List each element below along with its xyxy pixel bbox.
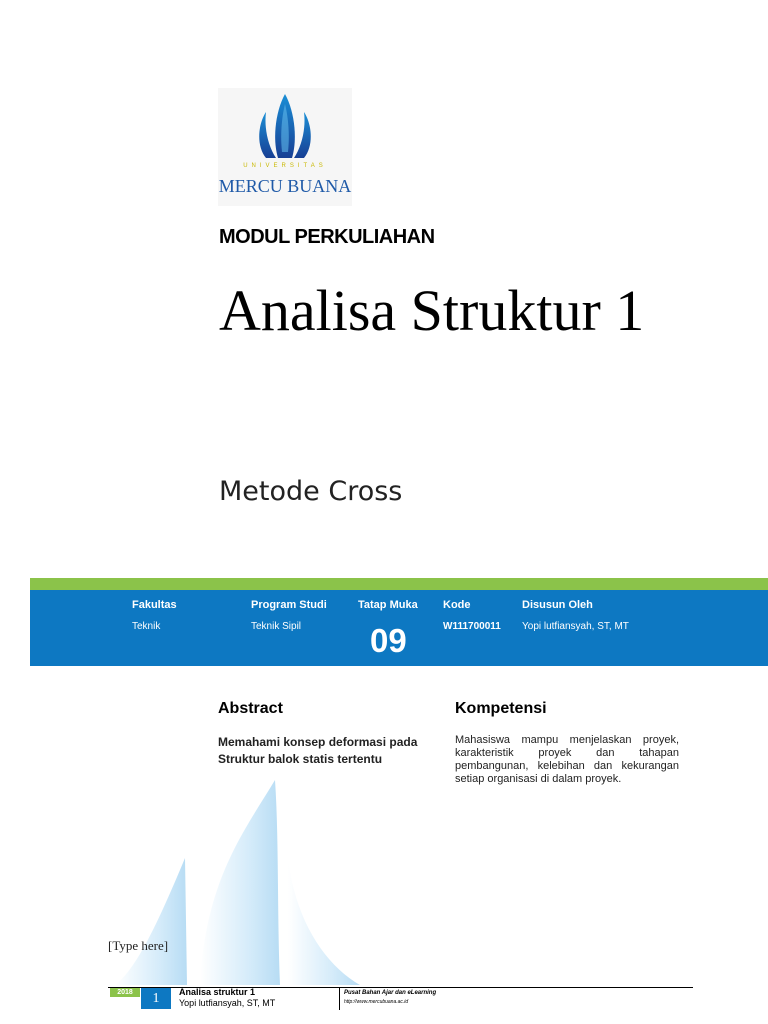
footer-url-link[interactable]: http://www.mercubuana.ac.id <box>344 999 409 1005</box>
kode-label: Kode <box>443 599 471 611</box>
document-title: Analisa Struktur 1 <box>219 278 645 343</box>
fakultas-value: Teknik <box>132 621 161 632</box>
kode-value: W111700011 <box>443 621 501 632</box>
tatap-muka-value: 09 <box>370 622 407 659</box>
tatap-muka-label: Tatap Muka <box>358 599 418 611</box>
document-subtitle: Metode Cross <box>219 476 403 507</box>
info-band-accent <box>30 578 768 590</box>
kompetensi-heading: Kompetensi <box>455 700 547 717</box>
abstract-heading: Abstract <box>218 700 283 717</box>
footer-year: 2018 <box>110 988 140 997</box>
modul-label: MODUL PERKULIAHAN <box>219 226 435 248</box>
footer-author: Yopi lutfiansyah, ST, MT <box>179 998 276 1008</box>
university-logo <box>218 88 352 206</box>
logo-name-text: MERCU BUANA <box>218 176 352 196</box>
kompetensi-body: Mahasiswa mampu menjelaskan proyek, karakteristik proyek dan tahapan pembangunan, kelebihan dan kekurangan setiap organisasi di dalam proyek. <box>455 734 679 785</box>
program-studi-value: Teknik Sipil <box>251 621 302 632</box>
fakultas-label: Fakultas <box>132 599 177 611</box>
program-studi-label: Program Studi <box>251 599 327 611</box>
info-band <box>30 590 768 666</box>
logo-universitas-text: UNIVERSITAS <box>243 163 327 169</box>
disusun-oleh-value: Yopi lutfiansyah, ST, MT <box>522 621 629 632</box>
abstract-body: Memahami konsep deformasi pada Struktur balok statis tertentu <box>218 735 418 766</box>
footer-page-number: 1 <box>141 988 171 1009</box>
footer-divider <box>339 988 340 1010</box>
disusun-oleh-label: Disusun Oleh <box>522 599 593 611</box>
footer-course-name: Analisa struktur 1 <box>179 987 256 997</box>
header-placeholder-text[interactable]: [Type here] <box>108 938 169 953</box>
footer-center-name: Pusat Bahan Ajar dan eLearning <box>344 990 437 996</box>
logo-emblem-icon <box>218 88 352 163</box>
